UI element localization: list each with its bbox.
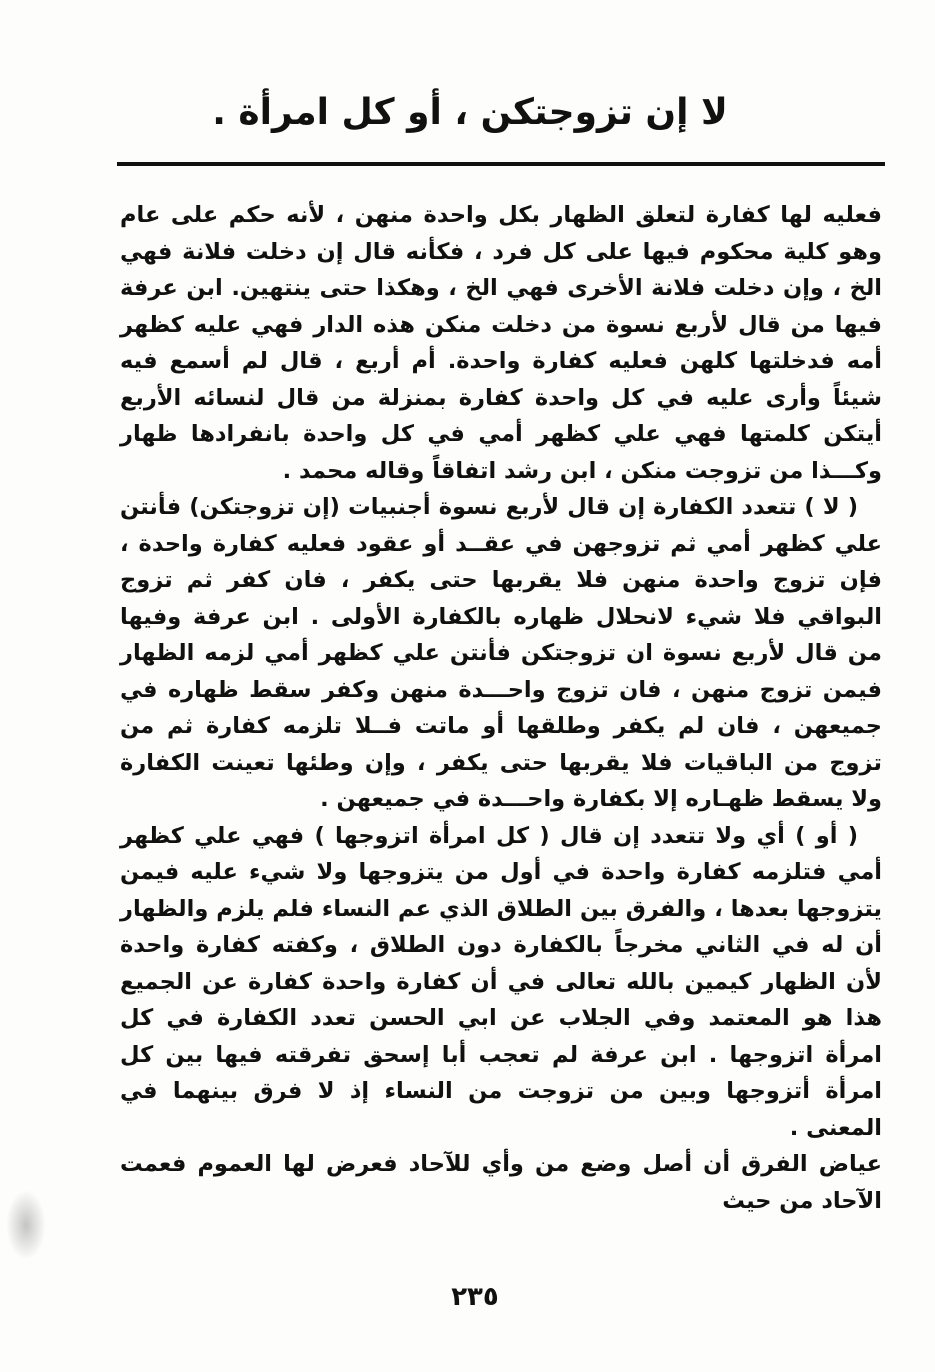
body-text xyxy=(120,197,882,1219)
scan-smudge xyxy=(6,1190,46,1260)
paragraph: فعليه لها كفارة لتعلق الظهار بكل واحدة منهن ، لأنه حكم على عام وهو كلية محكوم فيها على كل فرد ، فكأنه قال إن دخلت فلانة فهي الخ ، وإن دخلت فلانة الأخرى فهي الخ ، وهكذا حتى ينتهين. ابن عرفة فيها من قال لأربع نسوة من دخلت منكن هذه الدار فهي عليه كظهر أمه فدخلتها كلهن فعليه كفارة واحدة. أم أربع ، قال لم أسمع فيه شيئاً وأرى عليه في كل واحدة كفارة بمنزلة من قال لنسائه الأربع أيتكن كلمتها فهي علي كظهر أمي في كل واحدة بانفرادها ظهار وكـــذا من تزوجت منكن ، ابن رشد اتفاقاً وقاله محمد . xyxy=(120,202,882,484)
running-header: لا إن تزوجتكن ، أو كل امرأة . xyxy=(212,92,728,133)
paragraph: ( لا ) تتعدد الكفارة إن قال لأربع نسوة أجنبيات (إن تزوجتكن) فأنتن علي كظهر أمي ثم تزوجهن في عقــد أو عقود فعليه كفارة واحدة ، فإن تزوج واحدة منهن فلا يقربها حتى يكفر ، فان كفر ثم تزوج البواقي فلا شيء لانحلال ظهاره بالكفارة الأولى . ابن عرفة وفيها من قال لأربع نسوة ان تزوجتكن فأنتن علي كظهر أمي لزمه الظهار فيمن تزوج منهن ، فان تزوج واحـــدة منهن وكفر سقط ظهاره في جميعهن ، فان لم يكفر وطلقها أو ماتت فــلا تلزمه كفارة ثم من تزوج من الباقيات فلا يقربها حتى يكفر ، وإن وطئها تعينت الكفارة ولا يسقط ظهـاره إلا بكفارة واحـــدة في جميعهن . xyxy=(120,494,882,812)
paragraph: ( أو ) أي ولا تتعدد إن قال ( كل امرأة اتزوجها ) فهي علي كظهر أمي فتلزمه كفارة واحدة في أول من يتزوجها ولا شيء عليه فيمن يتزوجها بعدها ، والفرق بين الطلاق الذي عم النساء فلم يلزم والظهار أن له في الثاني مخرجاً بالكفارة دون الطلاق ، وكفته كفارة واحدة لأن الظهار كيمين بالله تعالى في أن كفارة واحدة كفارة عن الجميع هذا هو المعتمد وفي الجلاب عن ابي الحسن تعدد الكفارة في كل امرأة اتزوجها . ابن عرفة لم تعجب أبا إسحق تفرقته فيها بين كل امرأة أتزوجها وبين من تزوجت من النساء إذ لا فرق بينهما في المعنى . xyxy=(120,822,882,1141)
header-rule xyxy=(117,162,885,166)
paragraph: عياض الفرق أن أصل وضع من وأي للآحاد فعرض لها العموم فعمت الآحاد من حيث xyxy=(120,1151,882,1214)
page-number: ٢٣٥ xyxy=(451,1282,499,1312)
